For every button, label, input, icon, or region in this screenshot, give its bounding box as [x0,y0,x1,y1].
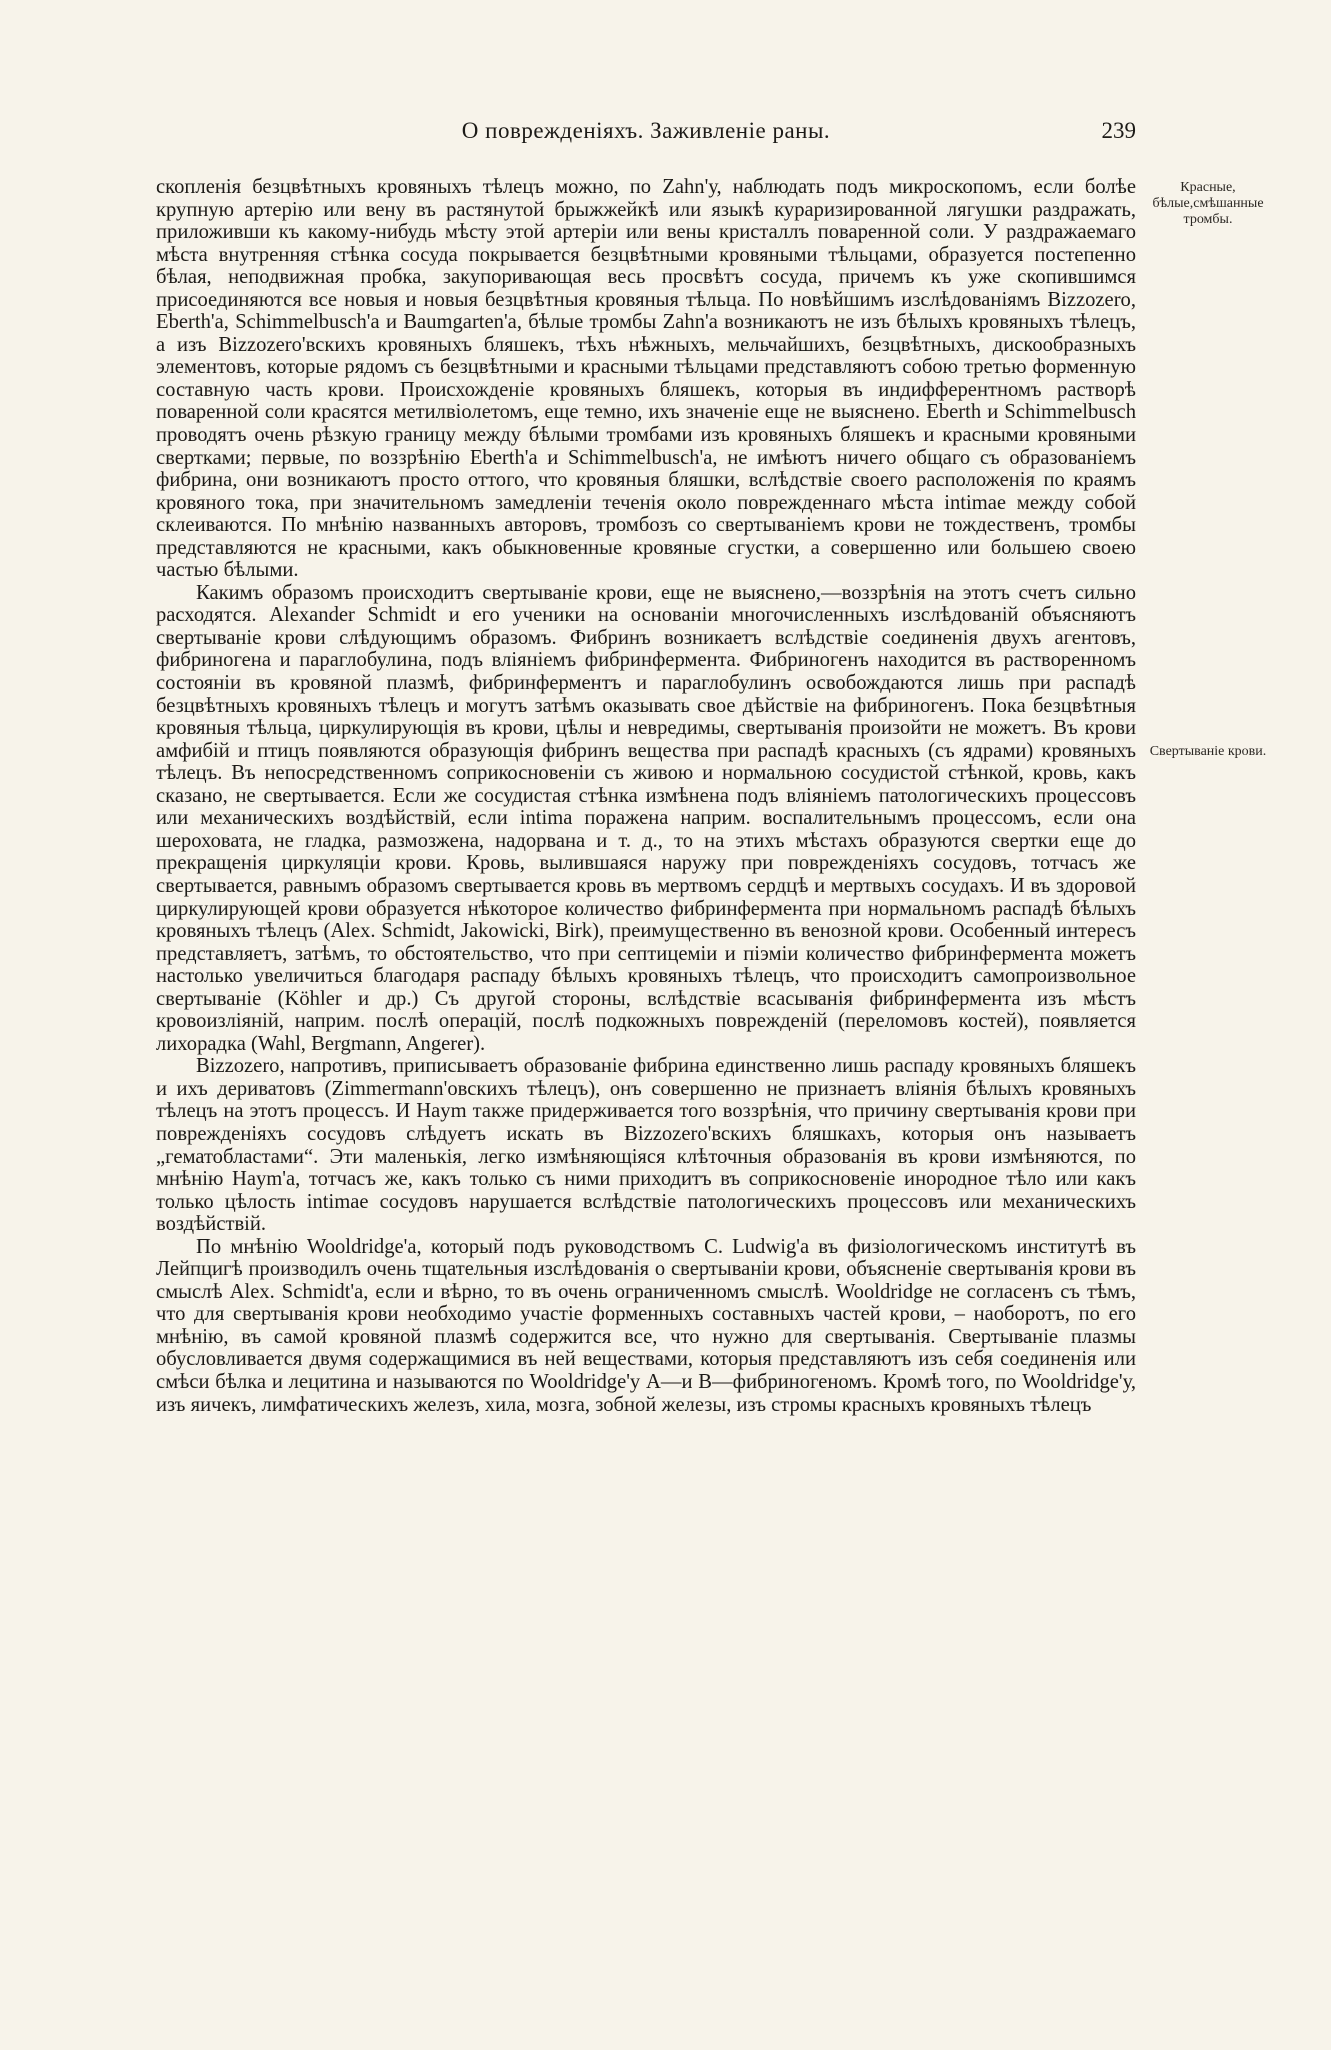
paragraph: Какимъ образомъ происходитъ свертываніе крови, еще не выяснено,—воззрѣнія на этотъ счетъ сильно расходятся. Alexander Schmidt и его ученики на основаніи многочисленныхъ изслѣдованій объясняютъ свертываніе крови слѣдующимъ образомъ. Фибринъ возникаетъ вслѣдствіе соединенія двухъ агентовъ, фибриногена и параглобулина, подъ вліяніемъ фибринферментa. Фибриногенъ находится въ растворенномъ состояніи въ кровяной плазмѣ, фибринферментъ и параглобулинъ освобождаются лишь при распадѣ безцвѣтныхъ кровяныхъ тѣлецъ и могутъ затѣмъ оказывать свое дѣйствіе на фибриногенъ. Пока безцвѣтныя кровяныя тѣльца, циркулирующія въ крови, цѣлы и невредимы, свертыванія произойти не можетъ. Въ крови амфибій и птицъ появляются образующія фибринъ вещества при распадѣ красныхъ (съ ядрами) кровяныхъ тѣлецъ. Въ непосредственномъ соприкосновеніи съ живою и нормальною сосудистой стѣнкой, кровь, какъ сказано, не свертывается. Если же сосудистая стѣнка измѣнена подъ вліяніемъ патологическихъ процессовъ или механическихъ воздѣйствій, если intima поражена наприм. воспалительнымъ процессомъ, если она шероховата, не гладка, размозжена, надорвана и т. д., то на этихъ мѣстахъ образуются свертки еще до прекращенія циркуляціи крови. Кровь, вылившаяся наружу при поврежденіяхъ сосудовъ, тотчасъ же свертывается, равнымъ образомъ свертывается кровь въ мертвомъ сердцѣ и мертвыхъ сосудахъ. И въ здоровой циркулирующей крови образуется нѣкоторое количество фибринфермента при нормальномъ распадѣ бѣлыхъ кровяныхъ тѣлецъ (Alex. Schmidt, Jakowicki, Birk), преимущественно въ венозной крови. Особенный интересъ представляетъ, затѣмъ, то обстоятельство, что при септицеміи и піэміи количество фибринфермента можетъ настолько увеличиться благодаря распаду бѣлыхъ кровяныхъ тѣлецъ, что происходитъ самопроизвольное свертываніе (Köhler и др.) Съ другой стороны, вслѣдствіе всасыванія фибринфермента изъ мѣстъ кровоизліяній, наприм. послѣ операцій, послѣ подкожныхъ поврежденій (переломовъ костей), появляется лихорадка (Wahl, Bergmann, Angerer). [156,581,1136,1055]
margin-note-coagulation: Свертываніе крови. [1149,744,1267,759]
paragraph: По мнѣнію Wooldridge'а, который подъ руководствомъ C. Ludwig'а въ физіологическомъ институтѣ въ Лейпцигѣ производилъ очень тщательныя изслѣдованія о свертываніи крови, объясненіе свертыванія крови въ смыслѣ Alex. Schmidt'а, если и вѣрно, то въ очень ограниченномъ смыслѣ. Wooldridge не согласенъ съ тѣмъ, что для свертыванія крови необходимо участіе форменныхъ составныхъ частей крови, – наоборотъ, по его мнѣнію, въ самой кровяной плазмѣ содержится все, что нужно для свертыванія. Свертываніе плазмы обусловливается двумя содержащимися въ ней веществами, которыя представляютъ изъ себя соединенія или смѣси бѣлка и лецитина и называются по Wooldridge'у А—и В—фибриногеномъ. Кромѣ того, по Wooldridge'у, изъ яичекъ, лимфатическихъ железъ, хила, мозга, зобной железы, изъ стромы красныхъ кровяныхъ тѣлецъ [156,1235,1136,1416]
running-header [156,118,1136,158]
body-text [156,176,1136,1416]
paragraph: Bizzozero, напротивъ, приписываетъ образованіе фибрина единственно лишь распаду кровяныхъ бляшекъ и ихъ дериватовъ (Zimmermann'овскихъ тѣлецъ), онъ совершенно не признаетъ вліянія бѣлыхъ кровяныхъ тѣлецъ на этотъ процессъ. И Haym также придерживается того воззрѣнія, что причину свертыванія крови при поврежденіяхъ сосудовъ слѣдуетъ искать въ Bizzozero'вскихъ бляшкахъ, которыя онъ называетъ „гематобластами“. Эти маленькія, легко измѣняющіяся клѣточныя образованія въ крови измѣняются, по мнѣнію Haym'а, тотчасъ же, какъ только съ ними приходитъ въ соприкосновеніе инородное тѣло или какъ только цѣлость intimae сосудовъ нарушается вслѣдствіе патологическихъ процессовъ или механическихъ воздѣйствій. [156,1055,1136,1236]
header-title: О поврежденіяхъ. Заживленіе раны. [461,118,831,143]
paragraph: скопленія безцвѣтныхъ кровяныхъ тѣлецъ можно, по Zahn'у, наблюдать подъ микроскопомъ, если болѣе крупную артерію или вену въ растянутой брыжжейкѣ или языкѣ кураризированной лягушки раздражать, приложивши къ какому-нибудь мѣсту этой артеріи или вены кристаллъ поваренной соли. У раздражаемаго мѣста внутренняя стѣнка сосуда покрывается безцвѣтными кровяными тѣльцами, образуется постепенно бѣлая, неподвижная пробка, закупоривающая весь просвѣтъ сосуда, причемъ къ уже скопившимся присоединяются все новыя и новыя безцвѣтныя кровяныя тѣльца. По новѣйшимъ изслѣдованіямъ Bizzozero, Eberth'а, Schimmelbusch'а и Baumgarten'а, бѣлые тромбы Zahn'а возникаютъ не изъ бѣлыхъ кровяныхъ тѣлецъ, а изъ Bizzozero'вскихъ кровяныхъ бляшекъ, тѣхъ нѣжныхъ, мельчайшихъ, безцвѣтныхъ, дискообразныхъ элементовъ, которые рядомъ съ безцвѣтными и красными тѣльцами представляютъ собою третью форменную составную часть крови. Происхожденіе кровяныхъ бляшекъ, которыя въ индифферентномъ растворѣ поваренной соли красятся метилвіолетомъ, еще темно, ихъ значеніе еще не выяснено. Eberth и Schimmelbusch проводятъ очень рѣзкую границу между бѣлыми тромбами изъ кровяныхъ бляшекъ и красными кровяными свертками; первые, по воззрѣнію Eberth'а и Schimmelbusch'а, не имѣютъ ничего общаго съ образованіемъ фибрина, они возникаютъ просто оттого, что кровяныя бляшки, вслѣдствіе своего расположенія по краямъ кровяного тока, при значительномъ замедленіи теченія около поврежденнаго мѣста intimae между собой склеиваются. По мнѣнію названныхъ авторовъ, тромбозъ со свертываніемъ крови не тождественъ, тромбы представляются не красными, какъ обыкновенные кровяные сгустки, а совершенно или большею своею частью бѣлыми. [156,176,1136,582]
margin-note-thrombi: Красные, бѣлые,смѣшанные тромбы. [1152,180,1264,227]
page-number: 239 [1101,118,1136,143]
